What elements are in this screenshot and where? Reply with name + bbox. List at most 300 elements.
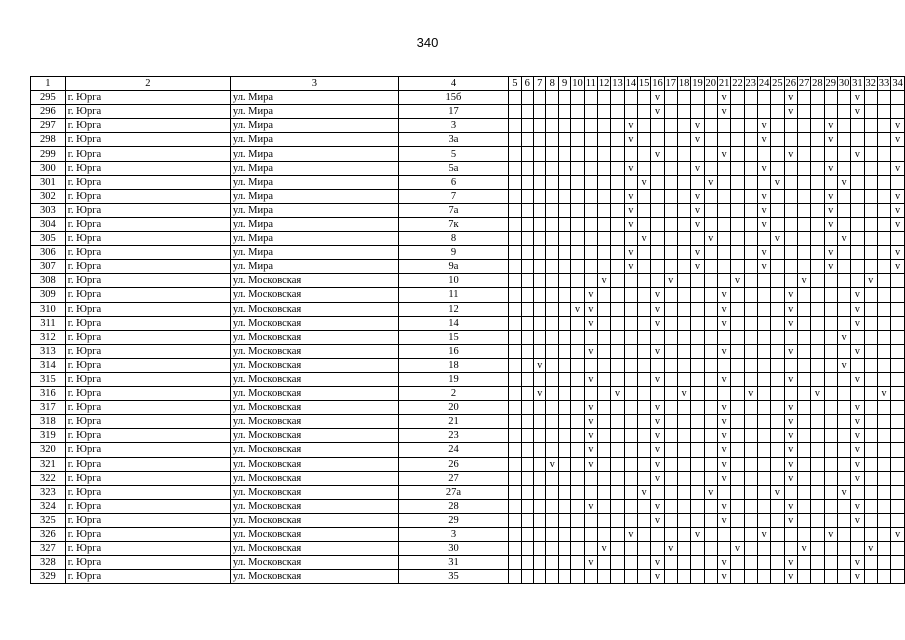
empty-cell-col-24 bbox=[757, 288, 770, 302]
mark-cell-col-34: v bbox=[891, 119, 905, 133]
empty-cell-col-15 bbox=[637, 161, 650, 175]
row-number: 320 bbox=[31, 443, 66, 457]
row-number: 317 bbox=[31, 401, 66, 415]
mark-cell-col-19: v bbox=[691, 161, 704, 175]
empty-cell-col-21 bbox=[717, 358, 730, 372]
street-cell: ул. Московская bbox=[230, 387, 398, 401]
empty-cell-col-34 bbox=[891, 485, 905, 499]
mark-cell-col-11: v bbox=[584, 344, 597, 358]
empty-cell-col-18 bbox=[677, 485, 690, 499]
empty-cell-col-28 bbox=[811, 401, 824, 415]
mark-cell-col-22: v bbox=[731, 274, 744, 288]
mark-cell-col-16: v bbox=[651, 372, 664, 386]
empty-cell-col-28 bbox=[811, 288, 824, 302]
empty-cell-col-27 bbox=[797, 556, 810, 570]
empty-cell-col-23 bbox=[744, 302, 757, 316]
empty-cell-col-5 bbox=[509, 556, 521, 570]
empty-cell-col-34 bbox=[891, 372, 905, 386]
empty-cell-col-27 bbox=[797, 471, 810, 485]
table-row bbox=[31, 499, 905, 513]
empty-cell-col-18 bbox=[677, 189, 690, 203]
empty-cell-col-29 bbox=[824, 471, 837, 485]
empty-cell-col-28 bbox=[811, 274, 824, 288]
empty-cell-col-22 bbox=[731, 232, 744, 246]
table-row bbox=[31, 344, 905, 358]
empty-cell-col-12 bbox=[598, 415, 611, 429]
empty-cell-col-20 bbox=[704, 570, 717, 584]
empty-cell-col-22 bbox=[731, 161, 744, 175]
empty-cell-col-28 bbox=[811, 556, 824, 570]
empty-cell-col-13 bbox=[611, 147, 624, 161]
table-row bbox=[31, 429, 905, 443]
empty-cell-col-25 bbox=[771, 288, 784, 302]
table-row bbox=[31, 316, 905, 330]
empty-cell-col-20 bbox=[704, 542, 717, 556]
street-cell: ул. Московская bbox=[230, 443, 398, 457]
empty-cell-col-28 bbox=[811, 246, 824, 260]
mark-cell-col-18: v bbox=[677, 387, 690, 401]
empty-cell-col-8 bbox=[546, 316, 558, 330]
header-cell-17: 17 bbox=[665, 78, 677, 90]
empty-cell-col-17 bbox=[664, 344, 677, 358]
empty-cell-col-33 bbox=[877, 274, 890, 288]
empty-cell-col-6 bbox=[521, 556, 533, 570]
empty-cell-col-31 bbox=[851, 161, 864, 175]
empty-cell-col-25 bbox=[771, 542, 784, 556]
table-row bbox=[31, 358, 905, 372]
street-cell: ул. Московская bbox=[230, 499, 398, 513]
empty-cell-col-5 bbox=[509, 175, 521, 189]
empty-cell-col-32 bbox=[864, 175, 877, 189]
empty-cell-col-22 bbox=[731, 175, 744, 189]
empty-cell-col-10 bbox=[571, 203, 584, 217]
row-number: 319 bbox=[31, 429, 66, 443]
city-cell: г. Юрга bbox=[65, 119, 230, 133]
city-cell: г. Юрга bbox=[65, 401, 230, 415]
row-number: 306 bbox=[31, 246, 66, 260]
mark-cell-col-29: v bbox=[824, 246, 837, 260]
empty-cell-col-28 bbox=[811, 217, 824, 231]
empty-cell-col-10 bbox=[571, 330, 584, 344]
mark-cell-col-24: v bbox=[757, 133, 770, 147]
empty-cell-col-34 bbox=[891, 429, 905, 443]
empty-cell-col-32 bbox=[864, 232, 877, 246]
house-cell: 17 bbox=[398, 105, 508, 119]
header-cell-31: 31 bbox=[852, 78, 863, 90]
empty-cell-col-5 bbox=[509, 260, 521, 274]
mark-cell-col-21: v bbox=[717, 401, 730, 415]
empty-cell-col-24 bbox=[757, 415, 770, 429]
empty-cell-col-26 bbox=[784, 161, 797, 175]
empty-cell-col-8 bbox=[546, 119, 558, 133]
city-cell: г. Юрга bbox=[65, 260, 230, 274]
empty-cell-col-14 bbox=[624, 387, 637, 401]
empty-cell-col-8 bbox=[546, 401, 558, 415]
empty-cell-col-29 bbox=[824, 570, 837, 584]
empty-cell-col-24 bbox=[757, 175, 770, 189]
row-number: 302 bbox=[31, 189, 66, 203]
empty-cell-col-30 bbox=[837, 415, 850, 429]
empty-cell-col-25 bbox=[771, 217, 784, 231]
empty-cell-col-17 bbox=[664, 105, 677, 119]
header-cell-14: 14 bbox=[625, 78, 637, 90]
empty-cell-col-6 bbox=[521, 274, 533, 288]
empty-cell-col-11 bbox=[584, 105, 597, 119]
empty-cell-col-16 bbox=[651, 175, 664, 189]
mark-cell-col-29: v bbox=[824, 189, 837, 203]
empty-cell-col-13 bbox=[611, 485, 624, 499]
city-cell: г. Юрга bbox=[65, 429, 230, 443]
mark-cell-col-26: v bbox=[784, 344, 797, 358]
empty-cell-col-18 bbox=[677, 133, 690, 147]
empty-cell-col-25 bbox=[771, 429, 784, 443]
empty-cell-col-32 bbox=[864, 203, 877, 217]
empty-cell-col-13 bbox=[611, 457, 624, 471]
empty-cell-col-32 bbox=[864, 161, 877, 175]
empty-cell-col-27 bbox=[797, 147, 810, 161]
header-cell-1: 1 bbox=[31, 77, 66, 91]
empty-cell-col-15 bbox=[637, 246, 650, 260]
empty-cell-col-18 bbox=[677, 203, 690, 217]
empty-cell-col-20 bbox=[704, 528, 717, 542]
empty-cell-col-8 bbox=[546, 91, 558, 105]
empty-cell-col-6 bbox=[521, 105, 533, 119]
empty-cell-col-13 bbox=[611, 203, 624, 217]
header-cell-3: 3 bbox=[230, 77, 398, 91]
mark-cell-col-7: v bbox=[534, 358, 546, 372]
empty-cell-col-18 bbox=[677, 274, 690, 288]
empty-cell-col-27 bbox=[797, 133, 810, 147]
row-number: 308 bbox=[31, 274, 66, 288]
empty-cell-col-6 bbox=[521, 91, 533, 105]
empty-cell-col-5 bbox=[509, 401, 521, 415]
empty-cell-col-32 bbox=[864, 147, 877, 161]
empty-cell-col-24 bbox=[757, 429, 770, 443]
mark-cell-col-11: v bbox=[584, 302, 597, 316]
empty-cell-col-23 bbox=[744, 443, 757, 457]
empty-cell-col-13 bbox=[611, 471, 624, 485]
empty-cell-col-28 bbox=[811, 203, 824, 217]
empty-cell-col-17 bbox=[664, 330, 677, 344]
mark-cell-col-22: v bbox=[731, 542, 744, 556]
empty-cell-col-25 bbox=[771, 203, 784, 217]
mark-cell-col-17: v bbox=[664, 542, 677, 556]
empty-cell-col-22 bbox=[731, 246, 744, 260]
empty-cell-col-14 bbox=[624, 485, 637, 499]
empty-cell-col-31 bbox=[851, 330, 864, 344]
empty-cell-col-29 bbox=[824, 330, 837, 344]
mark-cell-col-21: v bbox=[717, 471, 730, 485]
empty-cell-col-24 bbox=[757, 330, 770, 344]
empty-cell-col-30 bbox=[837, 288, 850, 302]
empty-cell-col-31 bbox=[851, 260, 864, 274]
empty-cell-col-24 bbox=[757, 274, 770, 288]
empty-cell-col-25 bbox=[771, 189, 784, 203]
header-row bbox=[31, 77, 905, 91]
empty-cell-col-6 bbox=[521, 246, 533, 260]
empty-cell-col-20 bbox=[704, 415, 717, 429]
empty-cell-col-14 bbox=[624, 542, 637, 556]
empty-cell-col-23 bbox=[744, 232, 757, 246]
empty-cell-col-10 bbox=[571, 372, 584, 386]
header-cell-34: 34 bbox=[892, 78, 903, 90]
empty-cell-col-16 bbox=[651, 358, 664, 372]
row-number: 315 bbox=[31, 372, 66, 386]
mark-cell-col-25: v bbox=[771, 175, 784, 189]
empty-cell-col-10 bbox=[571, 316, 584, 330]
empty-cell-col-20 bbox=[704, 387, 717, 401]
mark-cell-col-32: v bbox=[864, 542, 877, 556]
house-cell: 30 bbox=[398, 542, 508, 556]
empty-cell-col-15 bbox=[637, 457, 650, 471]
street-cell: ул. Московская bbox=[230, 528, 398, 542]
empty-cell-col-18 bbox=[677, 415, 690, 429]
mark-cell-col-19: v bbox=[691, 203, 704, 217]
empty-cell-col-12 bbox=[598, 330, 611, 344]
empty-cell-col-6 bbox=[521, 203, 533, 217]
empty-cell-col-16 bbox=[651, 133, 664, 147]
empty-cell-col-10 bbox=[571, 485, 584, 499]
empty-cell-col-9 bbox=[558, 175, 570, 189]
empty-cell-col-28 bbox=[811, 429, 824, 443]
empty-cell-col-18 bbox=[677, 288, 690, 302]
house-cell: 26 bbox=[398, 457, 508, 471]
empty-cell-col-19 bbox=[691, 471, 704, 485]
empty-cell-col-32 bbox=[864, 429, 877, 443]
empty-cell-col-8 bbox=[546, 302, 558, 316]
empty-cell-col-18 bbox=[677, 161, 690, 175]
empty-cell-col-33 bbox=[877, 232, 890, 246]
mark-cell-col-26: v bbox=[784, 316, 797, 330]
header-cell-19: 19 bbox=[692, 78, 703, 90]
empty-cell-col-9 bbox=[558, 246, 570, 260]
empty-cell-col-30 bbox=[837, 528, 850, 542]
house-cell: 27 bbox=[398, 471, 508, 485]
empty-cell-col-10 bbox=[571, 443, 584, 457]
empty-cell-col-17 bbox=[664, 457, 677, 471]
empty-cell-col-27 bbox=[797, 499, 810, 513]
header-cell-15: 15 bbox=[638, 78, 650, 90]
empty-cell-col-17 bbox=[664, 570, 677, 584]
empty-cell-col-22 bbox=[731, 387, 744, 401]
empty-cell-col-9 bbox=[558, 288, 570, 302]
empty-cell-col-17 bbox=[664, 217, 677, 231]
empty-cell-col-28 bbox=[811, 513, 824, 527]
empty-cell-col-7 bbox=[534, 542, 546, 556]
empty-cell-col-34 bbox=[891, 415, 905, 429]
empty-cell-col-16 bbox=[651, 119, 664, 133]
empty-cell-col-34 bbox=[891, 91, 905, 105]
mark-cell-col-21: v bbox=[717, 302, 730, 316]
empty-cell-col-32 bbox=[864, 570, 877, 584]
empty-cell-col-12 bbox=[598, 358, 611, 372]
empty-cell-col-15 bbox=[637, 330, 650, 344]
empty-cell-col-19 bbox=[691, 330, 704, 344]
mark-cell-col-34: v bbox=[891, 217, 905, 231]
empty-cell-col-24 bbox=[757, 91, 770, 105]
empty-cell-col-5 bbox=[509, 415, 521, 429]
empty-cell-col-23 bbox=[744, 499, 757, 513]
empty-cell-col-11 bbox=[584, 246, 597, 260]
empty-cell-col-25 bbox=[771, 260, 784, 274]
empty-cell-col-11 bbox=[584, 189, 597, 203]
empty-cell-col-20 bbox=[704, 203, 717, 217]
empty-cell-col-29 bbox=[824, 358, 837, 372]
empty-cell-col-8 bbox=[546, 246, 558, 260]
empty-cell-col-12 bbox=[598, 246, 611, 260]
empty-cell-col-30 bbox=[837, 161, 850, 175]
empty-cell-col-26 bbox=[784, 358, 797, 372]
empty-cell-col-8 bbox=[546, 513, 558, 527]
empty-cell-col-28 bbox=[811, 471, 824, 485]
mark-cell-col-19: v bbox=[691, 119, 704, 133]
empty-cell-col-9 bbox=[558, 316, 570, 330]
empty-cell-col-27 bbox=[797, 528, 810, 542]
table-row bbox=[31, 133, 905, 147]
empty-cell-col-14 bbox=[624, 429, 637, 443]
mark-cell-col-11: v bbox=[584, 429, 597, 443]
empty-cell-col-10 bbox=[571, 471, 584, 485]
empty-cell-col-5 bbox=[509, 119, 521, 133]
mark-cell-col-29: v bbox=[824, 528, 837, 542]
empty-cell-col-34 bbox=[891, 232, 905, 246]
empty-cell-col-5 bbox=[509, 372, 521, 386]
empty-cell-col-5 bbox=[509, 513, 521, 527]
mark-cell-col-24: v bbox=[757, 217, 770, 231]
empty-cell-col-23 bbox=[744, 147, 757, 161]
empty-cell-col-13 bbox=[611, 443, 624, 457]
empty-cell-col-30 bbox=[837, 344, 850, 358]
empty-cell-col-22 bbox=[731, 415, 744, 429]
empty-cell-col-33 bbox=[877, 316, 890, 330]
mark-cell-col-26: v bbox=[784, 429, 797, 443]
empty-cell-col-15 bbox=[637, 415, 650, 429]
mark-cell-col-16: v bbox=[651, 471, 664, 485]
house-cell: 3 bbox=[398, 528, 508, 542]
empty-cell-col-27 bbox=[797, 161, 810, 175]
empty-cell-col-18 bbox=[677, 105, 690, 119]
house-cell: 24 bbox=[398, 443, 508, 457]
mark-cell-col-31: v bbox=[851, 443, 864, 457]
empty-cell-col-6 bbox=[521, 570, 533, 584]
street-cell: ул. Московская bbox=[230, 288, 398, 302]
empty-cell-col-10 bbox=[571, 556, 584, 570]
mark-cell-col-26: v bbox=[784, 499, 797, 513]
empty-cell-col-18 bbox=[677, 513, 690, 527]
empty-cell-col-8 bbox=[546, 274, 558, 288]
empty-cell-col-29 bbox=[824, 485, 837, 499]
empty-cell-col-7 bbox=[534, 147, 546, 161]
mark-cell-col-11: v bbox=[584, 457, 597, 471]
empty-cell-col-20 bbox=[704, 133, 717, 147]
empty-cell-col-6 bbox=[521, 513, 533, 527]
mark-cell-col-21: v bbox=[717, 105, 730, 119]
empty-cell-col-9 bbox=[558, 457, 570, 471]
mark-cell-col-21: v bbox=[717, 556, 730, 570]
empty-cell-col-8 bbox=[546, 260, 558, 274]
row-number: 323 bbox=[31, 485, 66, 499]
city-cell: г. Юрга bbox=[65, 330, 230, 344]
empty-cell-col-17 bbox=[664, 147, 677, 161]
mark-cell-col-21: v bbox=[717, 443, 730, 457]
mark-cell-col-34: v bbox=[891, 246, 905, 260]
empty-cell-col-25 bbox=[771, 358, 784, 372]
empty-cell-col-22 bbox=[731, 513, 744, 527]
empty-cell-col-13 bbox=[611, 542, 624, 556]
empty-cell-col-5 bbox=[509, 246, 521, 260]
empty-cell-col-25 bbox=[771, 302, 784, 316]
empty-cell-col-10 bbox=[571, 105, 584, 119]
empty-cell-col-9 bbox=[558, 330, 570, 344]
empty-cell-col-17 bbox=[664, 232, 677, 246]
row-number: 327 bbox=[31, 542, 66, 556]
house-cell: 28 bbox=[398, 499, 508, 513]
empty-cell-col-19 bbox=[691, 429, 704, 443]
empty-cell-col-9 bbox=[558, 105, 570, 119]
street-cell: ул. Мира bbox=[230, 260, 398, 274]
empty-cell-col-31 bbox=[851, 217, 864, 231]
house-cell: 27а bbox=[398, 485, 508, 499]
empty-cell-col-18 bbox=[677, 570, 690, 584]
empty-cell-col-34 bbox=[891, 344, 905, 358]
empty-cell-col-6 bbox=[521, 471, 533, 485]
empty-cell-col-22 bbox=[731, 203, 744, 217]
empty-cell-col-12 bbox=[598, 316, 611, 330]
empty-cell-col-14 bbox=[624, 105, 637, 119]
empty-cell-col-15 bbox=[637, 203, 650, 217]
table-row bbox=[31, 513, 905, 527]
empty-cell-col-16 bbox=[651, 330, 664, 344]
empty-cell-col-31 bbox=[851, 485, 864, 499]
empty-cell-col-12 bbox=[598, 260, 611, 274]
mark-cell-col-31: v bbox=[851, 401, 864, 415]
empty-cell-col-13 bbox=[611, 274, 624, 288]
empty-cell-col-15 bbox=[637, 542, 650, 556]
row-number: 314 bbox=[31, 358, 66, 372]
empty-cell-col-15 bbox=[637, 528, 650, 542]
empty-cell-col-7 bbox=[534, 513, 546, 527]
city-cell: г. Юрга bbox=[65, 471, 230, 485]
empty-cell-col-25 bbox=[771, 513, 784, 527]
empty-cell-col-34 bbox=[891, 387, 905, 401]
street-cell: ул. Московская bbox=[230, 415, 398, 429]
empty-cell-col-22 bbox=[731, 260, 744, 274]
empty-cell-col-28 bbox=[811, 302, 824, 316]
table-row bbox=[31, 217, 905, 231]
empty-cell-col-6 bbox=[521, 133, 533, 147]
city-cell: г. Юрга bbox=[65, 203, 230, 217]
header-cell-5: 5 bbox=[509, 77, 521, 91]
house-cell: 5 bbox=[398, 147, 508, 161]
street-cell: ул. Московская bbox=[230, 542, 398, 556]
empty-cell-col-24 bbox=[757, 105, 770, 119]
empty-cell-col-33 bbox=[877, 344, 890, 358]
row-number: 309 bbox=[31, 288, 66, 302]
street-cell: ул. Мира bbox=[230, 217, 398, 231]
empty-cell-col-10 bbox=[571, 232, 584, 246]
empty-cell-col-10 bbox=[571, 570, 584, 584]
city-cell: г. Юрга bbox=[65, 485, 230, 499]
mark-cell-col-29: v bbox=[824, 161, 837, 175]
empty-cell-col-12 bbox=[598, 528, 611, 542]
empty-cell-col-23 bbox=[744, 316, 757, 330]
empty-cell-col-23 bbox=[744, 161, 757, 175]
table-row bbox=[31, 528, 905, 542]
house-cell: 14 bbox=[398, 316, 508, 330]
empty-cell-col-8 bbox=[546, 443, 558, 457]
empty-cell-col-17 bbox=[664, 528, 677, 542]
empty-cell-col-14 bbox=[624, 499, 637, 513]
